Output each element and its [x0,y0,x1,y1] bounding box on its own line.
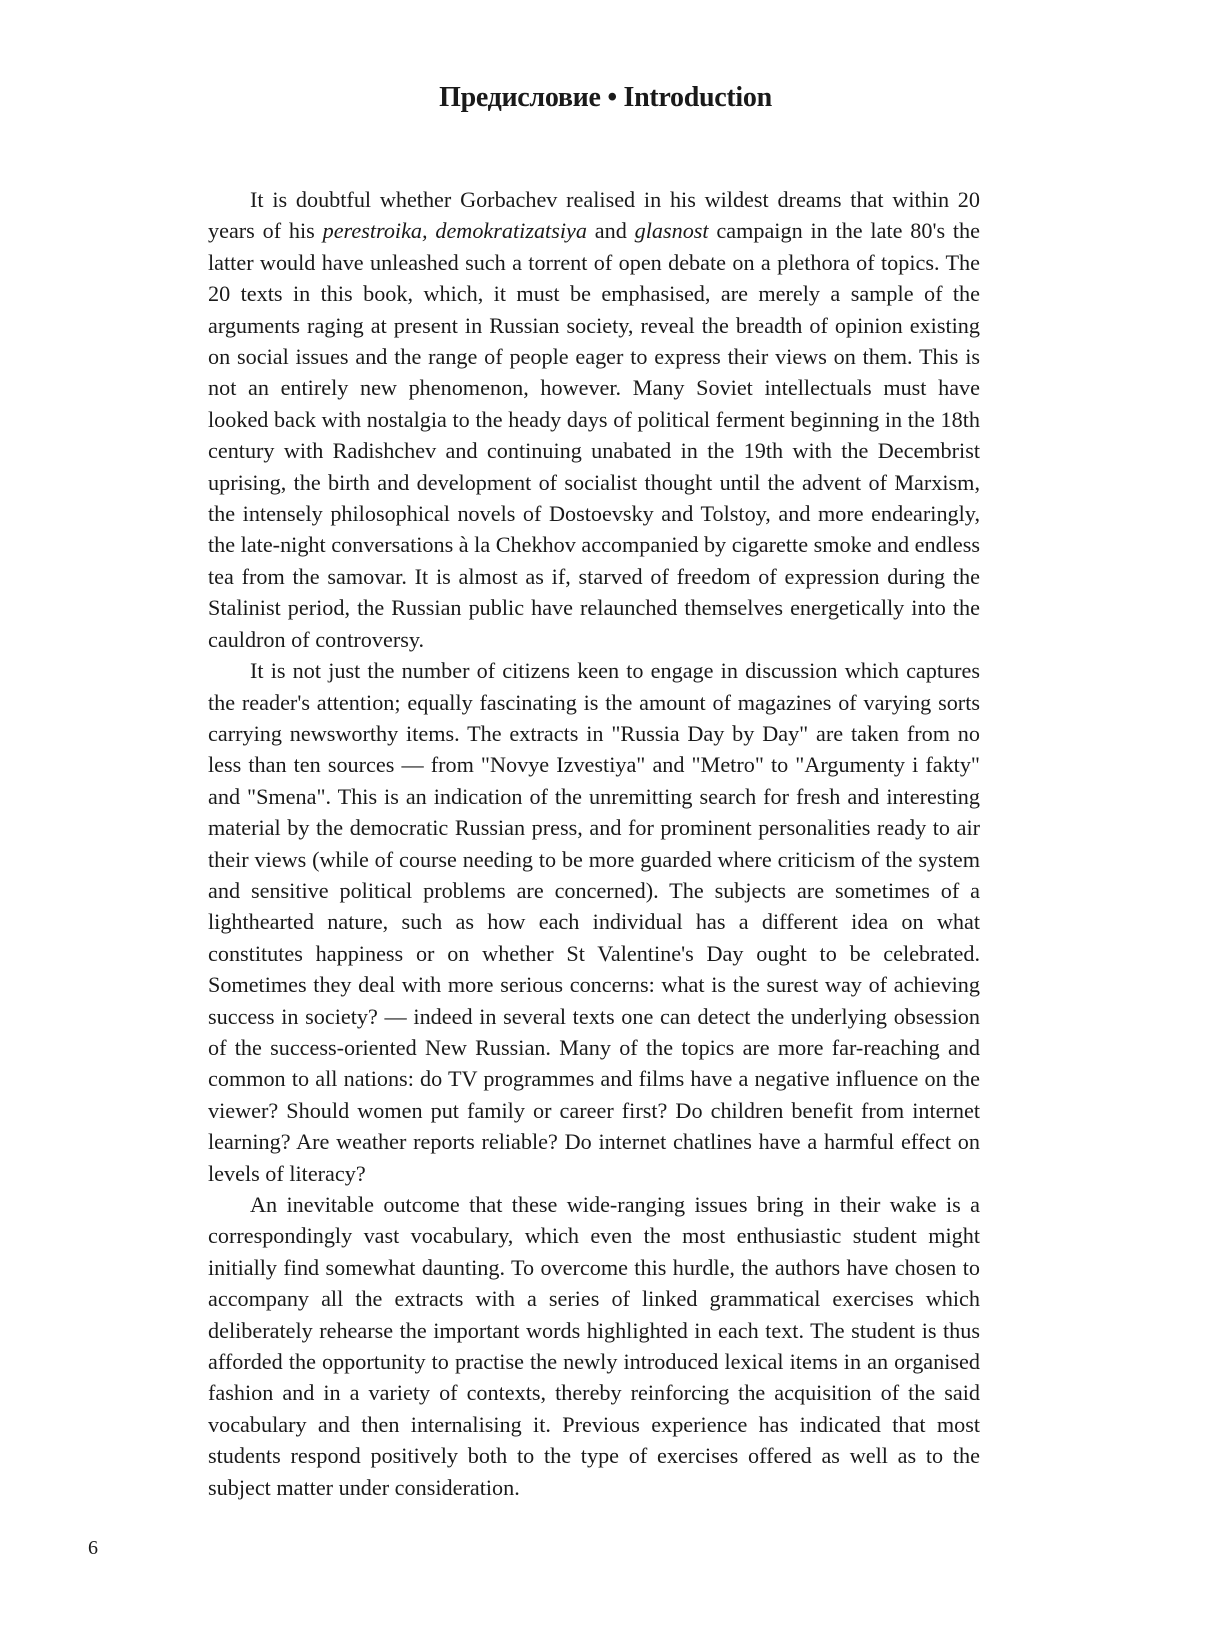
italic-term-glasnost: glasnost [634,218,709,244]
page-number: 6 [88,1537,98,1559]
page-title: Предисловие • Introduction [439,82,772,113]
paragraph-1 [208,184,980,655]
paragraph-2: It is not just the number of citizens keen to engage in discussion which captures the reader's attention; equally fascinating is the amount of magazines of varying sorts carrying newsworthy items. The extracts in "Russia Day by Day" are taken from no less than ten sources — from "Novye Izvestiya" and "Metro" to "Argumenty i fakty" and "Smena". This is an indication of the unremitting search for fresh and interesting material by the democratic Russian press, and for prominent personalities ready to air their views (while of course needing to be more guarded where criticism of the system and sensitive political problems are concerned). The subjects are sometimes of a lighthearted nature, such as how each individual has a different idea on what constitutes happiness or on whether St Valentine's Day ought to be celebrated. Sometimes they deal with more serious concerns: what is the surest way of achieving success in society? — indeed in several texts one can detect the underlying obsession of the success-oriented New Russian. Many of the topics are more far-reaching and common to all nations: do TV programmes and films have a negative influence on the viewer? Should women put family or career first? Do children benefit from internet learning? Are weather reports reliable? Do internet chatlines have a harmful effect on levels of literacy? [208,658,980,1186]
paragraph-1-part-3: campaign in the late 80's the latter would have unleashed such a torrent of open debate on a plethora of topics. The 20 texts in this book, which, it must be emphasised, are merely a sample of the arguments raging at present in Russian society, reveal the breadth of opinion existing on social issues and the range of people eager to express their views on them. This is not an entirely new phenomenon, however. Many Soviet intellectuals must have looked back with nostalgia to the heady days of political ferment beginning in the 18th century with Radishchev and continuing unabated in the 19th with the Decembrist uprising, the birth and development of socialist thought until the advent of Marxism, the intensely philosophical novels of Dostoevsky and Tolstoy, and more endearingly, the late-night conversations à la Chekhov accompanied by cigarette smoke and endless tea from the samovar. It is almost as if, starved of freedom of expression during the Stalinist period, the Russian public have relaunched themselves energetically into the cauldron of controversy. [208,218,980,652]
paragraph-1-part-2: and [586,218,635,244]
paragraph-1-part-1: It is doubtful whether Gorbachev realised in his wildest dreams that within 20 years of his [208,187,980,244]
body-text [208,184,980,1503]
italic-term-perestroika: perestroika, demokratizatsiya [322,218,587,244]
paragraph-3: An inevitable outcome that these wide-ranging issues bring in their wake is a correspondingly vast vocabulary, which even the most enthusiastic student might initially find somewhat daunting. To overcome this hurdle, the authors have chosen to accompany all the extracts with a series of linked grammatical exercises which deliberately rehearse the important words highlighted in each text. The student is thus afforded the opportunity to practise the newly introduced lexical items in an organised fashion and in a variety of contexts, thereby reinforcing the acquisition of the said vocabulary and then internalising it. Previous experience has indicated that most students respond positively both to the type of exercises offered as well as to the subject matter under consideration. [208,1192,980,1500]
